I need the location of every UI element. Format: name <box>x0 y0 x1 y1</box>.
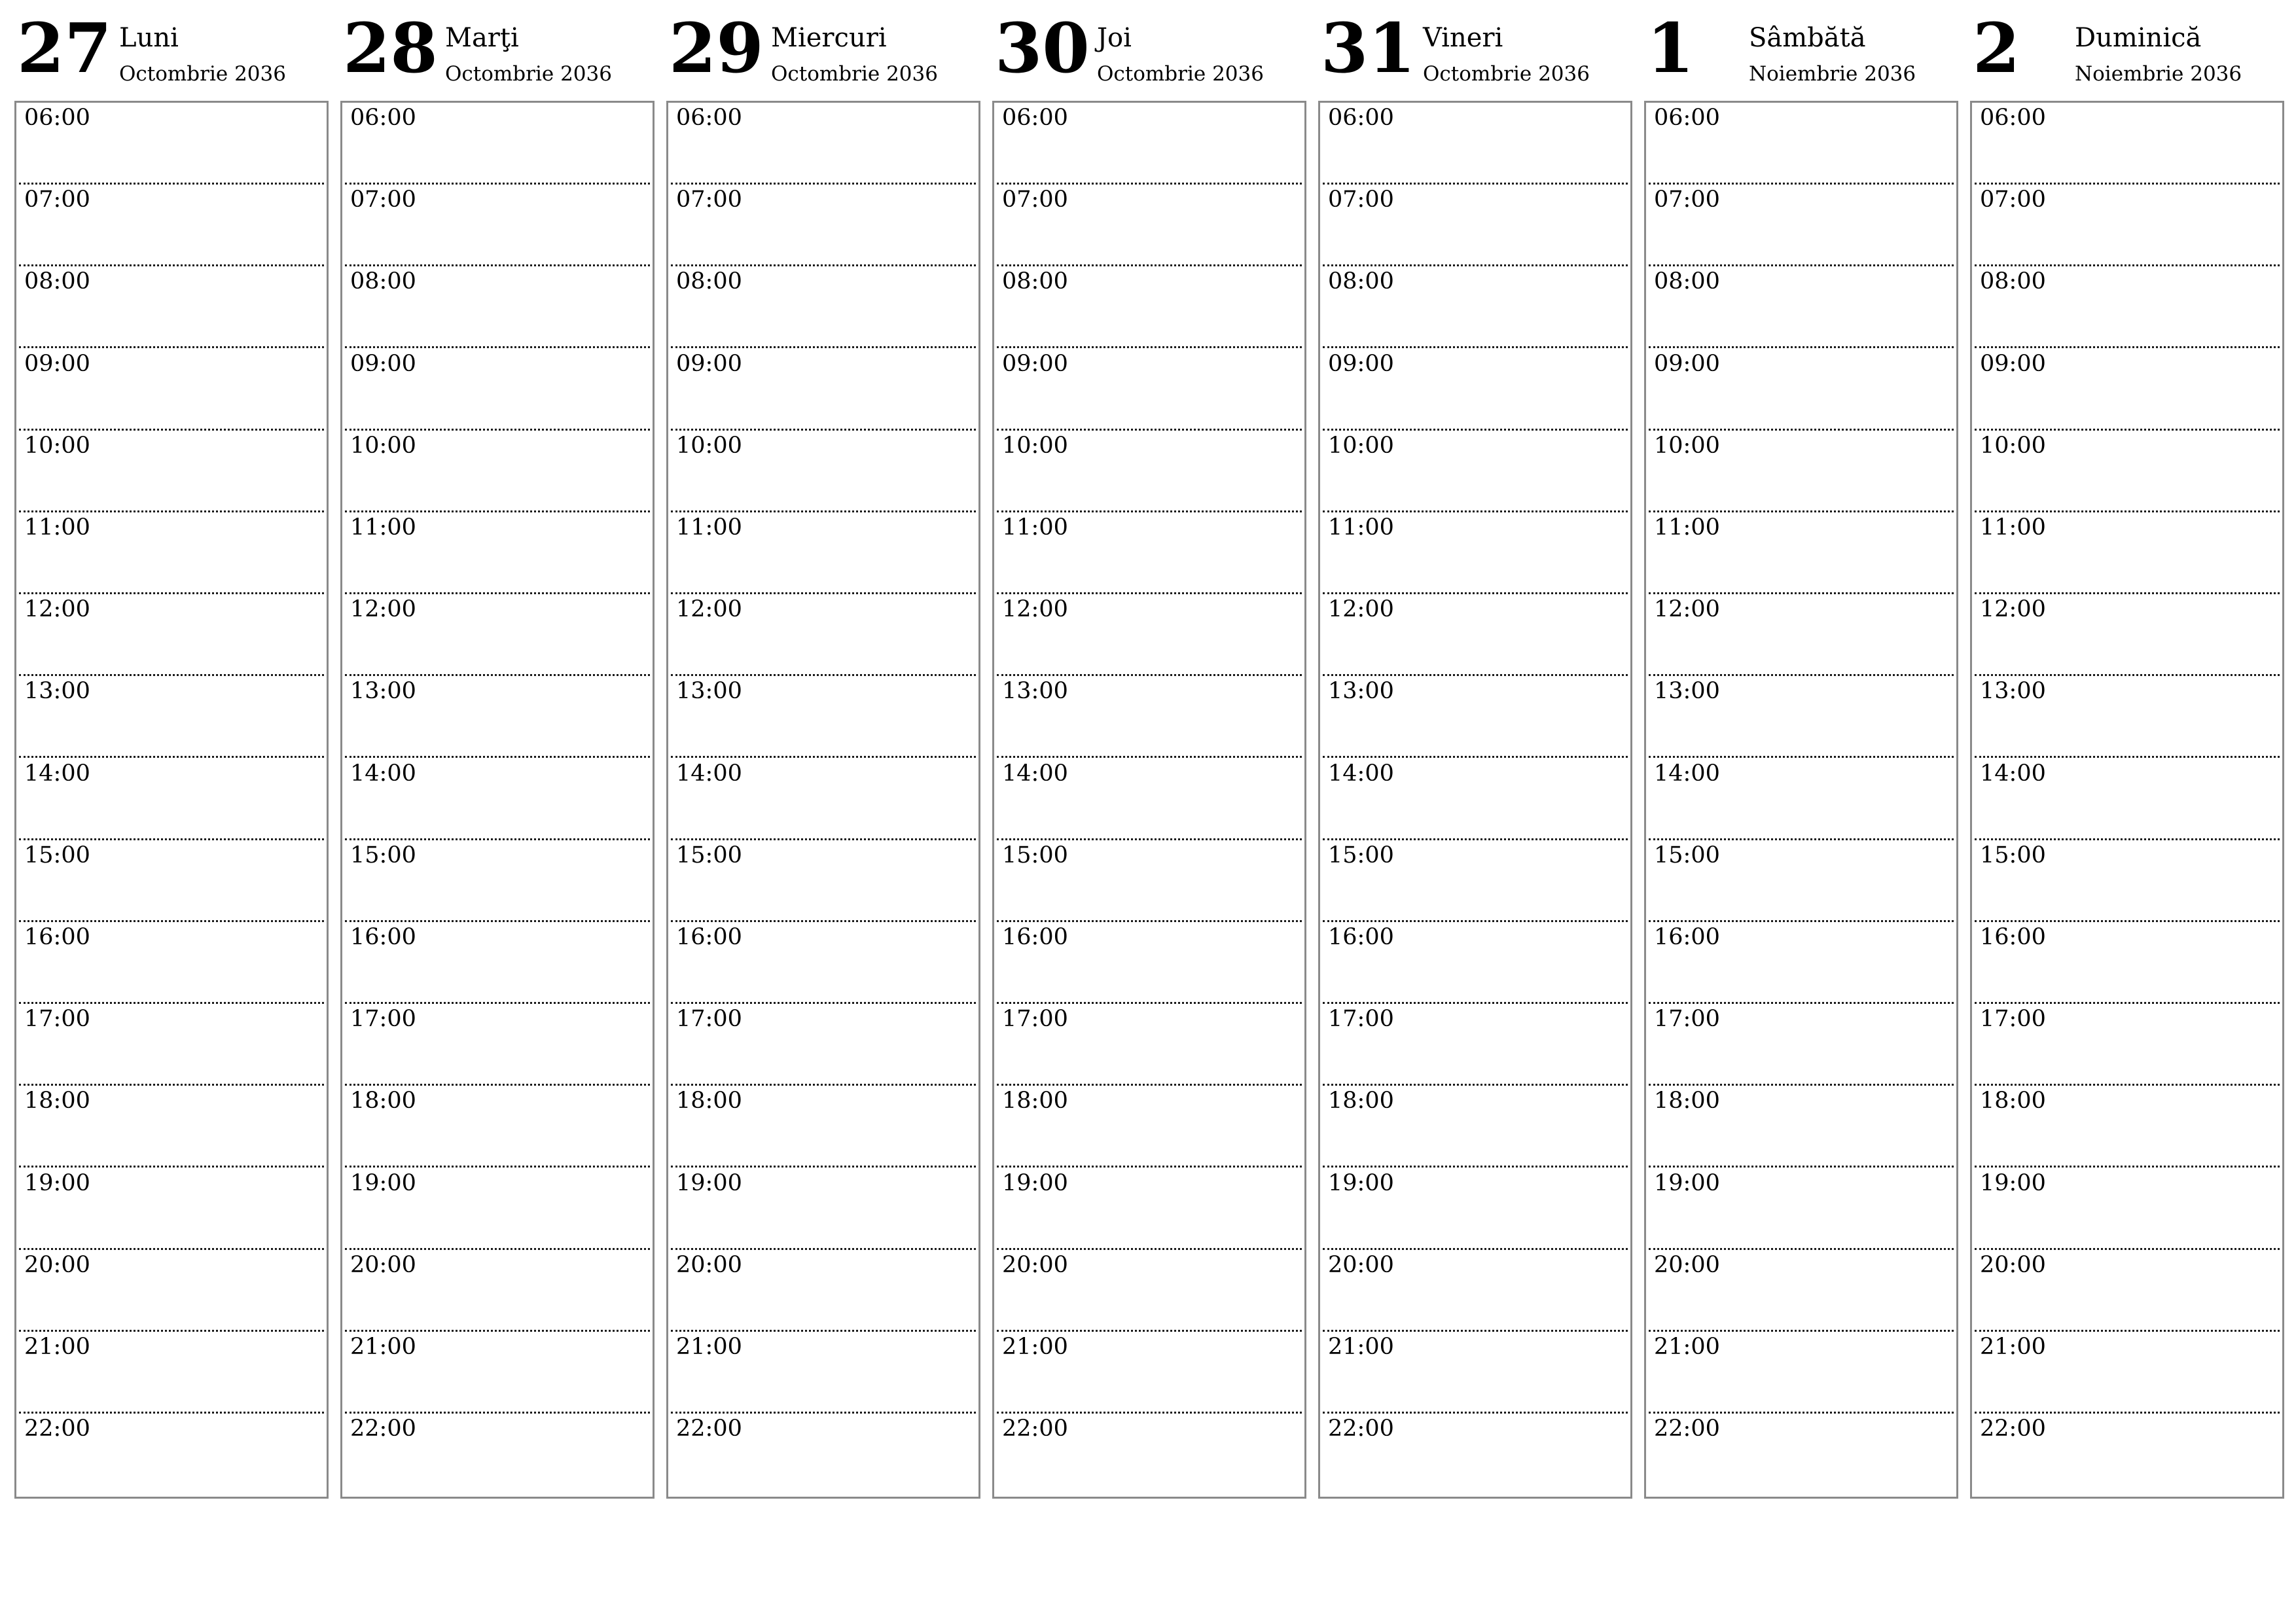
hour-label: 22:00 <box>676 1416 742 1442</box>
hour-label: 09:00 <box>1002 350 1068 377</box>
day-month: Octombrie 2036 <box>119 62 286 86</box>
hour-slot[interactable] <box>1972 512 2282 594</box>
hour-label: 18:00 <box>1002 1088 1068 1115</box>
hour-label: 14:00 <box>1980 760 2046 787</box>
day-header <box>14 0 327 98</box>
hour-label: 19:00 <box>350 1169 416 1196</box>
hour-label: 21:00 <box>1654 1334 1720 1360</box>
hour-slot[interactable] <box>1646 922 1956 1004</box>
hour-slot[interactable] <box>1972 1332 2282 1414</box>
hour-slot[interactable] <box>1320 349 1630 431</box>
hour-label: 16:00 <box>1002 924 1068 950</box>
hour-slot[interactable] <box>16 266 327 348</box>
hour-slot[interactable] <box>1320 1004 1630 1086</box>
hour-label: 18:00 <box>350 1088 416 1115</box>
hour-slot[interactable] <box>1972 1250 2282 1332</box>
hour-slot[interactable] <box>668 349 978 431</box>
hour-slot[interactable] <box>16 1086 327 1168</box>
hour-slot[interactable] <box>342 1004 653 1086</box>
day-schedule-box <box>1318 101 1632 1499</box>
hour-slot[interactable] <box>1320 103 1630 185</box>
hour-slot[interactable] <box>342 349 653 431</box>
hour-label: 16:00 <box>1328 924 1394 950</box>
hour-label: 12:00 <box>350 596 416 623</box>
hour-label: 10:00 <box>676 432 742 459</box>
hour-label: 09:00 <box>1980 350 2046 377</box>
hour-slot[interactable] <box>1972 922 2282 1004</box>
hour-slot[interactable] <box>1646 431 1956 512</box>
hour-slot[interactable] <box>1320 676 1630 758</box>
hour-slot[interactable] <box>1972 676 2282 758</box>
hour-label: 20:00 <box>1654 1251 1720 1278</box>
day-name: Vineri <box>1423 23 1503 53</box>
day-month: Octombrie 2036 <box>1423 62 1590 86</box>
hour-slot[interactable] <box>668 840 978 922</box>
hour-slot[interactable] <box>668 1250 978 1332</box>
hour-slot[interactable] <box>668 1086 978 1168</box>
day-column <box>1644 0 1957 1499</box>
hour-label: 11:00 <box>1980 514 2046 541</box>
hour-label: 12:00 <box>24 596 90 623</box>
hour-slot[interactable] <box>668 1414 978 1495</box>
hour-label: 06:00 <box>1328 105 1394 131</box>
day-schedule-box <box>340 101 655 1499</box>
hour-label: 19:00 <box>1654 1169 1720 1196</box>
hour-slot[interactable] <box>994 1168 1304 1250</box>
hour-label: 06:00 <box>1980 105 2046 131</box>
hour-label: 08:00 <box>350 268 416 295</box>
hour-label: 07:00 <box>1328 187 1394 213</box>
hour-slot[interactable] <box>16 1332 327 1414</box>
hour-label: 11:00 <box>1002 514 1068 541</box>
hour-slot[interactable] <box>342 1168 653 1250</box>
hour-label: 12:00 <box>676 596 742 623</box>
hour-label: 18:00 <box>24 1088 90 1115</box>
hour-label: 13:00 <box>1980 678 2046 705</box>
day-number: 30 <box>995 8 1090 88</box>
hour-label: 13:00 <box>1328 678 1394 705</box>
hour-slot[interactable] <box>16 512 327 594</box>
hour-label: 17:00 <box>1328 1006 1394 1033</box>
hour-label: 22:00 <box>1002 1416 1068 1442</box>
hour-slot[interactable] <box>994 1086 1304 1168</box>
hour-label: 17:00 <box>350 1006 416 1033</box>
hour-label: 11:00 <box>1654 514 1720 541</box>
hour-slot[interactable] <box>668 103 978 185</box>
hour-label: 19:00 <box>1328 1169 1394 1196</box>
hour-label: 16:00 <box>1654 924 1720 950</box>
hour-slot[interactable] <box>668 512 978 594</box>
hour-slot[interactable] <box>1646 1332 1956 1414</box>
hour-slot[interactable] <box>1646 266 1956 348</box>
hour-slot[interactable] <box>342 758 653 840</box>
hour-label: 13:00 <box>676 678 742 705</box>
hour-label: 19:00 <box>1980 1169 2046 1196</box>
hour-slot[interactable] <box>342 840 653 922</box>
hour-slot[interactable] <box>1646 1414 1956 1495</box>
hour-slot[interactable] <box>994 1250 1304 1332</box>
hour-label: 14:00 <box>1328 760 1394 787</box>
hour-label: 18:00 <box>1654 1088 1720 1115</box>
hour-slot[interactable] <box>994 922 1304 1004</box>
hour-label: 21:00 <box>350 1334 416 1360</box>
day-column <box>1970 0 2283 1499</box>
day-month: Noiembrie 2036 <box>2075 62 2242 86</box>
day-month: Octombrie 2036 <box>445 62 612 86</box>
hour-label: 19:00 <box>1002 1169 1068 1196</box>
hour-slot[interactable] <box>668 758 978 840</box>
hour-label: 17:00 <box>24 1006 90 1033</box>
hour-label: 13:00 <box>1654 678 1720 705</box>
hour-label: 13:00 <box>1002 678 1068 705</box>
hour-slot[interactable] <box>16 1004 327 1086</box>
hour-label: 17:00 <box>1002 1006 1068 1033</box>
hour-slot[interactable] <box>1320 1168 1630 1250</box>
hour-label: 06:00 <box>676 105 742 131</box>
hour-label: 15:00 <box>1328 842 1394 868</box>
hour-label: 21:00 <box>1980 1334 2046 1360</box>
hour-label: 18:00 <box>1980 1088 2046 1115</box>
hour-slot[interactable] <box>1320 594 1630 676</box>
hour-label: 15:00 <box>1654 842 1720 868</box>
hour-slot[interactable] <box>16 185 327 266</box>
hour-label: 10:00 <box>1980 432 2046 459</box>
hour-label: 14:00 <box>24 760 90 787</box>
hour-label: 14:00 <box>676 760 742 787</box>
day-schedule-box <box>992 101 1306 1499</box>
hour-label: 06:00 <box>24 105 90 131</box>
day-name: Marţi <box>445 23 519 53</box>
hour-slot[interactable] <box>668 185 978 266</box>
hour-slot[interactable] <box>342 1086 653 1168</box>
day-schedule-box <box>1970 101 2284 1499</box>
day-header <box>992 0 1305 98</box>
hour-label: 10:00 <box>1002 432 1068 459</box>
hour-label: 22:00 <box>1980 1416 2046 1442</box>
hour-label: 13:00 <box>24 678 90 705</box>
hour-label: 21:00 <box>24 1334 90 1360</box>
day-header <box>1644 0 1957 98</box>
hour-label: 17:00 <box>1980 1006 2046 1033</box>
hour-slot[interactable] <box>668 1168 978 1250</box>
hour-label: 08:00 <box>676 268 742 295</box>
day-month: Octombrie 2036 <box>1097 62 1264 86</box>
hour-label: 18:00 <box>676 1088 742 1115</box>
hour-label: 16:00 <box>24 924 90 950</box>
hour-slot[interactable] <box>1320 431 1630 512</box>
hour-slot[interactable] <box>1972 349 2282 431</box>
hour-label: 16:00 <box>350 924 416 950</box>
day-header <box>1970 0 2283 98</box>
hour-label: 07:00 <box>350 187 416 213</box>
hour-label: 07:00 <box>1654 187 1720 213</box>
hour-slot[interactable] <box>1320 922 1630 1004</box>
hour-label: 08:00 <box>24 268 90 295</box>
hour-label: 21:00 <box>1002 1334 1068 1360</box>
hour-slot[interactable] <box>1320 266 1630 348</box>
hour-slot[interactable] <box>16 1414 327 1495</box>
day-header <box>666 0 979 98</box>
hour-label: 11:00 <box>676 514 742 541</box>
day-column <box>992 0 1305 1499</box>
day-column <box>14 0 327 1499</box>
hour-slot[interactable] <box>994 840 1304 922</box>
hour-label: 10:00 <box>1654 432 1720 459</box>
hour-label: 21:00 <box>1328 1334 1394 1360</box>
hour-slot[interactable] <box>1646 758 1956 840</box>
hour-label: 22:00 <box>1328 1416 1394 1442</box>
hour-label: 07:00 <box>1002 187 1068 213</box>
day-column <box>340 0 653 1499</box>
hour-slot[interactable] <box>668 266 978 348</box>
hour-slot[interactable] <box>668 676 978 758</box>
day-column <box>666 0 979 1499</box>
hour-slot[interactable] <box>16 1168 327 1250</box>
hour-label: 17:00 <box>676 1006 742 1033</box>
hour-label: 16:00 <box>676 924 742 950</box>
hour-slot[interactable] <box>1646 1004 1956 1086</box>
hour-label: 10:00 <box>24 432 90 459</box>
hour-slot[interactable] <box>1320 1332 1630 1414</box>
hour-slot[interactable] <box>1320 1086 1630 1168</box>
hour-label: 08:00 <box>1654 268 1720 295</box>
hour-slot[interactable] <box>1646 676 1956 758</box>
hour-slot[interactable] <box>16 1250 327 1332</box>
hour-label: 07:00 <box>1980 187 2046 213</box>
hour-slot[interactable] <box>1972 431 2282 512</box>
hour-slot[interactable] <box>342 431 653 512</box>
hour-slot[interactable] <box>1646 594 1956 676</box>
hour-slot[interactable] <box>668 431 978 512</box>
hour-slot[interactable] <box>994 1332 1304 1414</box>
day-name: Miercuri <box>771 23 887 53</box>
hour-label: 20:00 <box>676 1251 742 1278</box>
hour-slot[interactable] <box>994 676 1304 758</box>
hour-slot[interactable] <box>1972 840 2282 922</box>
hour-slot[interactable] <box>1320 840 1630 922</box>
hour-slot[interactable] <box>1972 1168 2282 1250</box>
hour-slot[interactable] <box>16 758 327 840</box>
day-name: Joi <box>1097 23 1132 53</box>
day-header <box>1318 0 1631 98</box>
hour-slot[interactable] <box>668 1332 978 1414</box>
hour-slot[interactable] <box>342 1250 653 1332</box>
hour-label: 16:00 <box>1980 924 2046 950</box>
hour-slot[interactable] <box>342 512 653 594</box>
hour-label: 15:00 <box>676 842 742 868</box>
day-number: 2 <box>1973 8 2020 88</box>
hour-label: 14:00 <box>350 760 416 787</box>
hour-label: 15:00 <box>1980 842 2046 868</box>
hour-label: 14:00 <box>1002 760 1068 787</box>
hour-slot[interactable] <box>16 840 327 922</box>
hour-slot[interactable] <box>1320 758 1630 840</box>
hour-slot[interactable] <box>994 103 1304 185</box>
hour-label: 08:00 <box>1002 268 1068 295</box>
day-month: Octombrie 2036 <box>771 62 938 86</box>
day-number: 31 <box>1321 8 1416 88</box>
hour-slot[interactable] <box>1972 1086 2282 1168</box>
hour-label: 15:00 <box>1002 842 1068 868</box>
hour-label: 09:00 <box>676 350 742 377</box>
hour-label: 10:00 <box>350 432 416 459</box>
day-schedule-box <box>14 101 329 1499</box>
day-number: 27 <box>17 8 112 88</box>
hour-label: 11:00 <box>350 514 416 541</box>
day-column <box>1318 0 1631 1499</box>
hour-slot[interactable] <box>994 266 1304 348</box>
hour-label: 20:00 <box>1002 1251 1068 1278</box>
hour-slot[interactable] <box>16 922 327 1004</box>
hour-label: 19:00 <box>676 1169 742 1196</box>
hour-slot[interactable] <box>668 594 978 676</box>
day-name: Duminică <box>2075 23 2202 53</box>
hour-slot[interactable] <box>1972 758 2282 840</box>
hour-slot[interactable] <box>16 676 327 758</box>
hour-label: 21:00 <box>676 1334 742 1360</box>
day-number: 1 <box>1647 8 1695 88</box>
hour-slot[interactable] <box>1320 185 1630 266</box>
hour-slot[interactable] <box>1646 1168 1956 1250</box>
day-name: Luni <box>119 23 179 53</box>
hour-slot[interactable] <box>668 922 978 1004</box>
hour-label: 12:00 <box>1980 596 2046 623</box>
hour-slot[interactable] <box>1320 1250 1630 1332</box>
hour-slot[interactable] <box>342 1332 653 1414</box>
day-month: Noiembrie 2036 <box>1749 62 1916 86</box>
hour-label: 12:00 <box>1654 596 1720 623</box>
hour-label: 12:00 <box>1002 596 1068 623</box>
hour-slot[interactable] <box>1646 1086 1956 1168</box>
hour-slot[interactable] <box>1646 512 1956 594</box>
hour-slot[interactable] <box>1320 1414 1630 1495</box>
hour-label: 17:00 <box>1654 1006 1720 1033</box>
hour-label: 11:00 <box>24 514 90 541</box>
hour-label: 19:00 <box>24 1169 90 1196</box>
hour-slot[interactable] <box>342 1414 653 1495</box>
hour-label: 12:00 <box>1328 596 1394 623</box>
day-schedule-box <box>1644 101 1958 1499</box>
hour-label: 15:00 <box>24 842 90 868</box>
hour-slot[interactable] <box>16 431 327 512</box>
hour-label: 20:00 <box>1980 1251 2046 1278</box>
hour-label: 06:00 <box>350 105 416 131</box>
hour-slot[interactable] <box>994 1414 1304 1495</box>
hour-slot[interactable] <box>1972 103 2282 185</box>
hour-label: 22:00 <box>350 1416 416 1442</box>
hour-label: 07:00 <box>676 187 742 213</box>
hour-slot[interactable] <box>16 103 327 185</box>
hour-slot[interactable] <box>1972 266 2282 348</box>
hour-slot[interactable] <box>994 758 1304 840</box>
hour-label: 20:00 <box>24 1251 90 1278</box>
hour-label: 15:00 <box>350 842 416 868</box>
hour-label: 09:00 <box>350 350 416 377</box>
hour-slot[interactable] <box>1320 512 1630 594</box>
hour-label: 22:00 <box>1654 1416 1720 1442</box>
hour-slot[interactable] <box>16 349 327 431</box>
day-schedule-box <box>666 101 980 1499</box>
hour-label: 06:00 <box>1654 105 1720 131</box>
hour-label: 08:00 <box>1980 268 2046 295</box>
hour-slot[interactable] <box>1646 103 1956 185</box>
weekly-planner <box>14 0 2289 1499</box>
hour-label: 20:00 <box>350 1251 416 1278</box>
hour-slot[interactable] <box>1646 1250 1956 1332</box>
hour-slot[interactable] <box>342 594 653 676</box>
hour-label: 11:00 <box>1328 514 1394 541</box>
hour-slot[interactable] <box>342 185 653 266</box>
hour-slot[interactable] <box>668 1004 978 1086</box>
hour-label: 13:00 <box>350 678 416 705</box>
hour-slot[interactable] <box>1972 1414 2282 1495</box>
hour-label: 14:00 <box>1654 760 1720 787</box>
hour-label: 18:00 <box>1328 1088 1394 1115</box>
hour-slot[interactable] <box>1646 840 1956 922</box>
hour-label: 20:00 <box>1328 1251 1394 1278</box>
hour-slot[interactable] <box>16 594 327 676</box>
day-header <box>340 0 653 98</box>
hour-slot[interactable] <box>1972 185 2282 266</box>
hour-label: 07:00 <box>24 187 90 213</box>
hour-slot[interactable] <box>1972 594 2282 676</box>
hour-slot[interactable] <box>1646 349 1956 431</box>
day-number: 28 <box>343 8 438 88</box>
hour-slot[interactable] <box>1972 1004 2282 1086</box>
hour-slot[interactable] <box>342 676 653 758</box>
hour-label: 22:00 <box>24 1416 90 1442</box>
hour-slot[interactable] <box>994 431 1304 512</box>
hour-slot[interactable] <box>342 103 653 185</box>
hour-slot[interactable] <box>994 185 1304 266</box>
hour-slot[interactable] <box>994 512 1304 594</box>
hour-slot[interactable] <box>994 1004 1304 1086</box>
hour-label: 09:00 <box>1328 350 1394 377</box>
hour-slot[interactable] <box>342 922 653 1004</box>
hour-label: 09:00 <box>1654 350 1720 377</box>
hour-slot[interactable] <box>994 594 1304 676</box>
day-name: Sâmbătă <box>1749 23 1866 53</box>
hour-slot[interactable] <box>342 266 653 348</box>
hour-label: 10:00 <box>1328 432 1394 459</box>
day-number: 29 <box>669 8 764 88</box>
hour-slot[interactable] <box>1646 185 1956 266</box>
hour-label: 09:00 <box>24 350 90 377</box>
hour-label: 08:00 <box>1328 268 1394 295</box>
hour-slot[interactable] <box>994 349 1304 431</box>
hour-label: 06:00 <box>1002 105 1068 131</box>
